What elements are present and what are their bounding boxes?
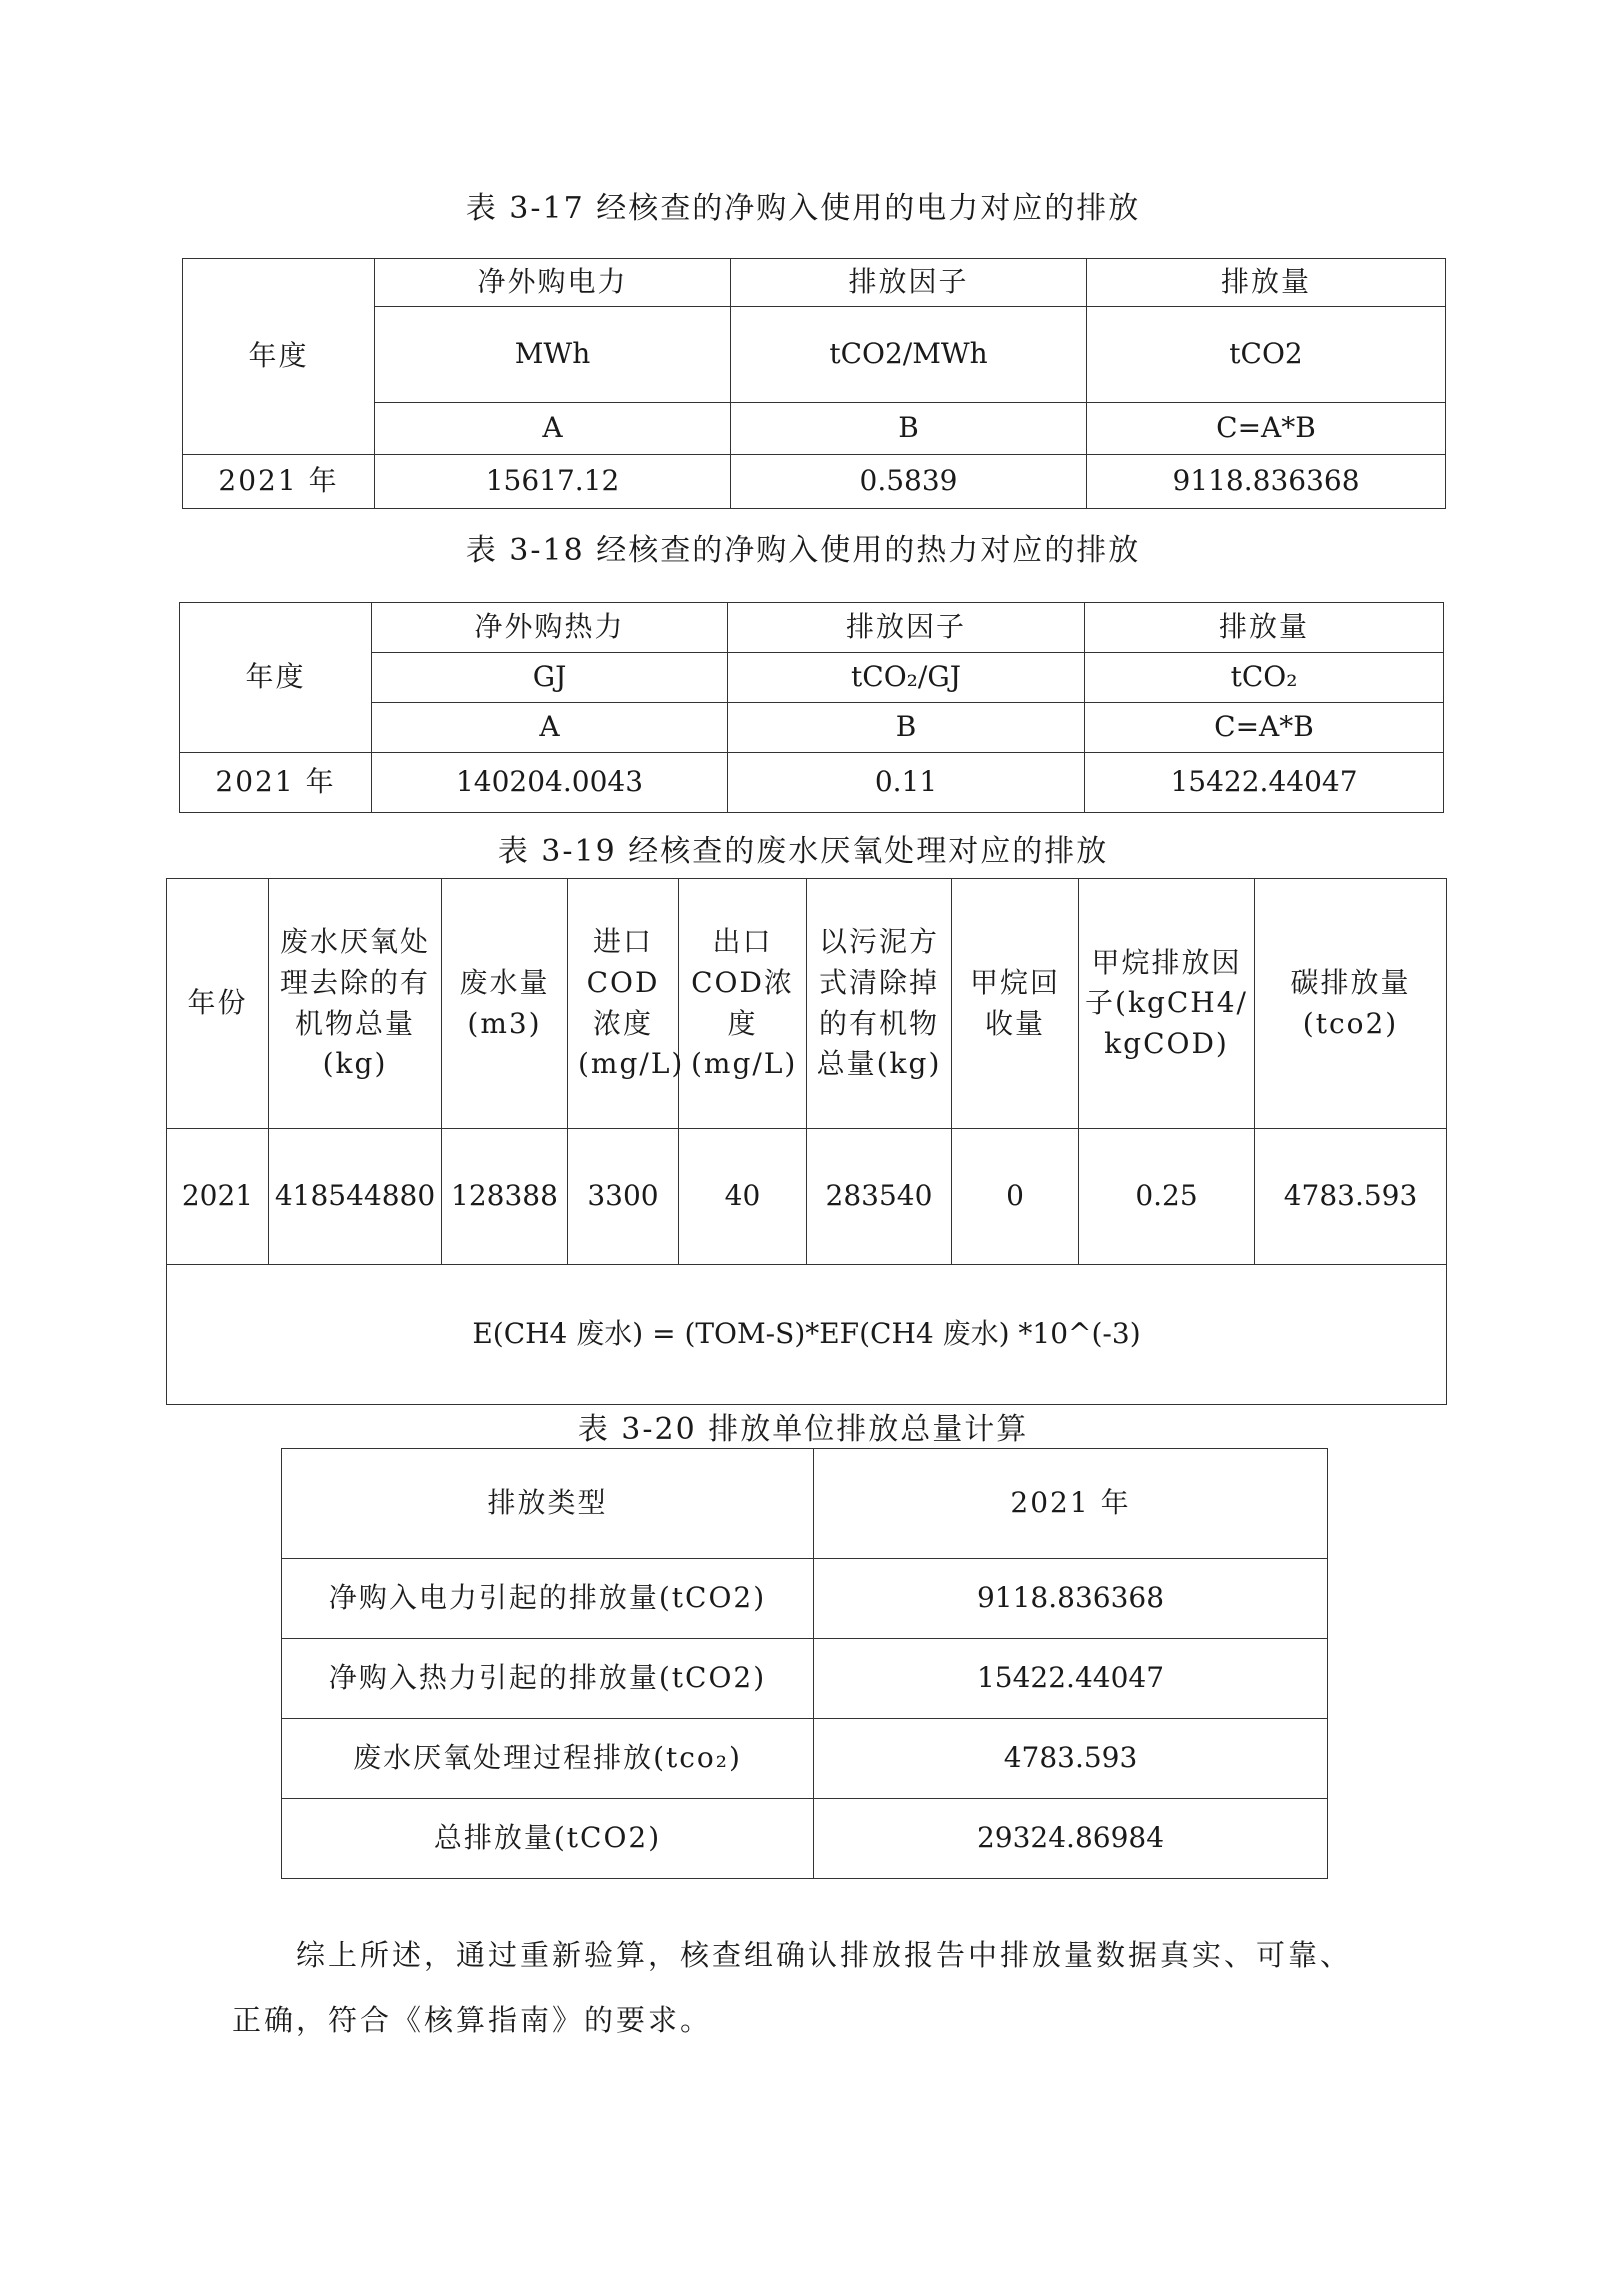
unit-cell: tCO2/MWh — [731, 307, 1087, 403]
column-header: 净外购电力 — [375, 259, 731, 307]
value-cell: 29324.86984 — [814, 1799, 1328, 1879]
row-label: 总排放量(tCO2) — [282, 1799, 814, 1879]
value-cell: 0 — [952, 1129, 1079, 1265]
value-cell: 2021 — [167, 1129, 269, 1265]
column-header: 排放因子 — [728, 603, 1085, 653]
row-label: 净购入热力引起的排放量(tCO2) — [282, 1639, 814, 1719]
table-3-17-caption: 表 3-17 经核查的净购入使用的电力对应的排放 — [465, 191, 1141, 226]
year-cell: 2021 年 — [180, 753, 372, 813]
value-cell: 4783.593 — [1255, 1129, 1447, 1265]
column-header-wastewater-volume: 废水量(m3) — [442, 879, 568, 1129]
table-3-19 — [166, 878, 1447, 1405]
year-header: 年度 — [183, 259, 375, 455]
symbol-cell: C=A*B — [1085, 703, 1444, 753]
value-cell: 9118.836368 — [814, 1559, 1328, 1639]
table-row — [282, 1799, 1328, 1879]
column-header-inlet-cod: 进口COD浓度(mg/L) — [568, 879, 679, 1129]
column-header-methane-recovery: 甲烷回收量 — [952, 879, 1079, 1129]
year-cell: 2021 年 — [183, 455, 375, 509]
table-3-20 — [281, 1448, 1328, 1879]
formula-cell: E(CH4 废水) = (TOM-S)*EF(CH4 废水) *10^(-3) — [167, 1265, 1447, 1405]
unit-cell: GJ — [372, 653, 728, 703]
column-header-year: 年份 — [167, 879, 269, 1129]
column-header: 排放量 — [1085, 603, 1444, 653]
table-3-17 — [182, 258, 1446, 509]
value-cell: 0.11 — [728, 753, 1085, 813]
year-header: 年度 — [180, 603, 372, 753]
value-cell: 15422.44047 — [1085, 753, 1444, 813]
column-header-removed-organics: 废水厌氧处理去除的有机物总量(kg) — [269, 879, 442, 1129]
column-header: 净外购热力 — [372, 603, 728, 653]
symbol-cell: B — [731, 403, 1087, 455]
row-label: 净购入电力引起的排放量(tCO2) — [282, 1559, 814, 1639]
column-header-methane-factor: 甲烷排放因子(kgCH4/kgCOD) — [1079, 879, 1255, 1129]
column-header: 排放量 — [1087, 259, 1446, 307]
unit-cell: tCO₂ — [1085, 653, 1444, 703]
value-cell: 40 — [679, 1129, 807, 1265]
conclusion-line-2: 正确，符合《核算指南》的要求。 — [232, 2003, 713, 2037]
column-header-emission-type: 排放类型 — [282, 1449, 814, 1559]
unit-cell: tCO2 — [1087, 307, 1446, 403]
row-label: 废水厌氧处理过程排放(tco₂) — [282, 1719, 814, 1799]
conclusion-line-1: 综上所述，通过重新验算，核查组确认排放报告中排放量数据真实、可靠、 — [296, 1938, 1353, 1972]
symbol-cell: A — [375, 403, 731, 455]
symbol-cell: B — [728, 703, 1085, 753]
unit-cell: tCO₂/GJ — [728, 653, 1085, 703]
symbol-cell: A — [372, 703, 728, 753]
table-row — [167, 1129, 1447, 1265]
table-row — [282, 1559, 1328, 1639]
table-3-18 — [179, 602, 1444, 813]
value-cell: 0.25 — [1079, 1129, 1255, 1265]
value-cell: 283540 — [807, 1129, 952, 1265]
table-3-18-caption: 表 3-18 经核查的净购入使用的热力对应的排放 — [465, 533, 1141, 568]
table-row — [183, 455, 1446, 509]
value-cell: 9118.836368 — [1087, 455, 1446, 509]
table-row — [180, 753, 1444, 813]
table-row — [282, 1639, 1328, 1719]
table-3-20-caption: 表 3-20 排放单位排放总量计算 — [577, 1412, 1029, 1447]
table-row — [282, 1719, 1328, 1799]
column-header: 排放因子 — [731, 259, 1087, 307]
column-header-sludge-organics: 以污泥方式清除掉的有机物总量(kg) — [807, 879, 952, 1129]
value-cell: 140204.0043 — [372, 753, 728, 813]
column-header-carbon-emission: 碳排放量(tco2) — [1255, 879, 1447, 1129]
value-cell: 418544880 — [269, 1129, 442, 1265]
symbol-cell: C=A*B — [1087, 403, 1446, 455]
unit-cell: MWh — [375, 307, 731, 403]
column-header-year: 2021 年 — [814, 1449, 1328, 1559]
value-cell: 0.5839 — [731, 455, 1087, 509]
value-cell: 15422.44047 — [814, 1639, 1328, 1719]
table-3-19-caption: 表 3-19 经核查的废水厌氧处理对应的排放 — [497, 834, 1109, 869]
value-cell: 15617.12 — [375, 455, 731, 509]
value-cell: 3300 — [568, 1129, 679, 1265]
value-cell: 4783.593 — [814, 1719, 1328, 1799]
value-cell: 128388 — [442, 1129, 568, 1265]
column-header-outlet-cod: 出口COD浓度(mg/L) — [679, 879, 807, 1129]
